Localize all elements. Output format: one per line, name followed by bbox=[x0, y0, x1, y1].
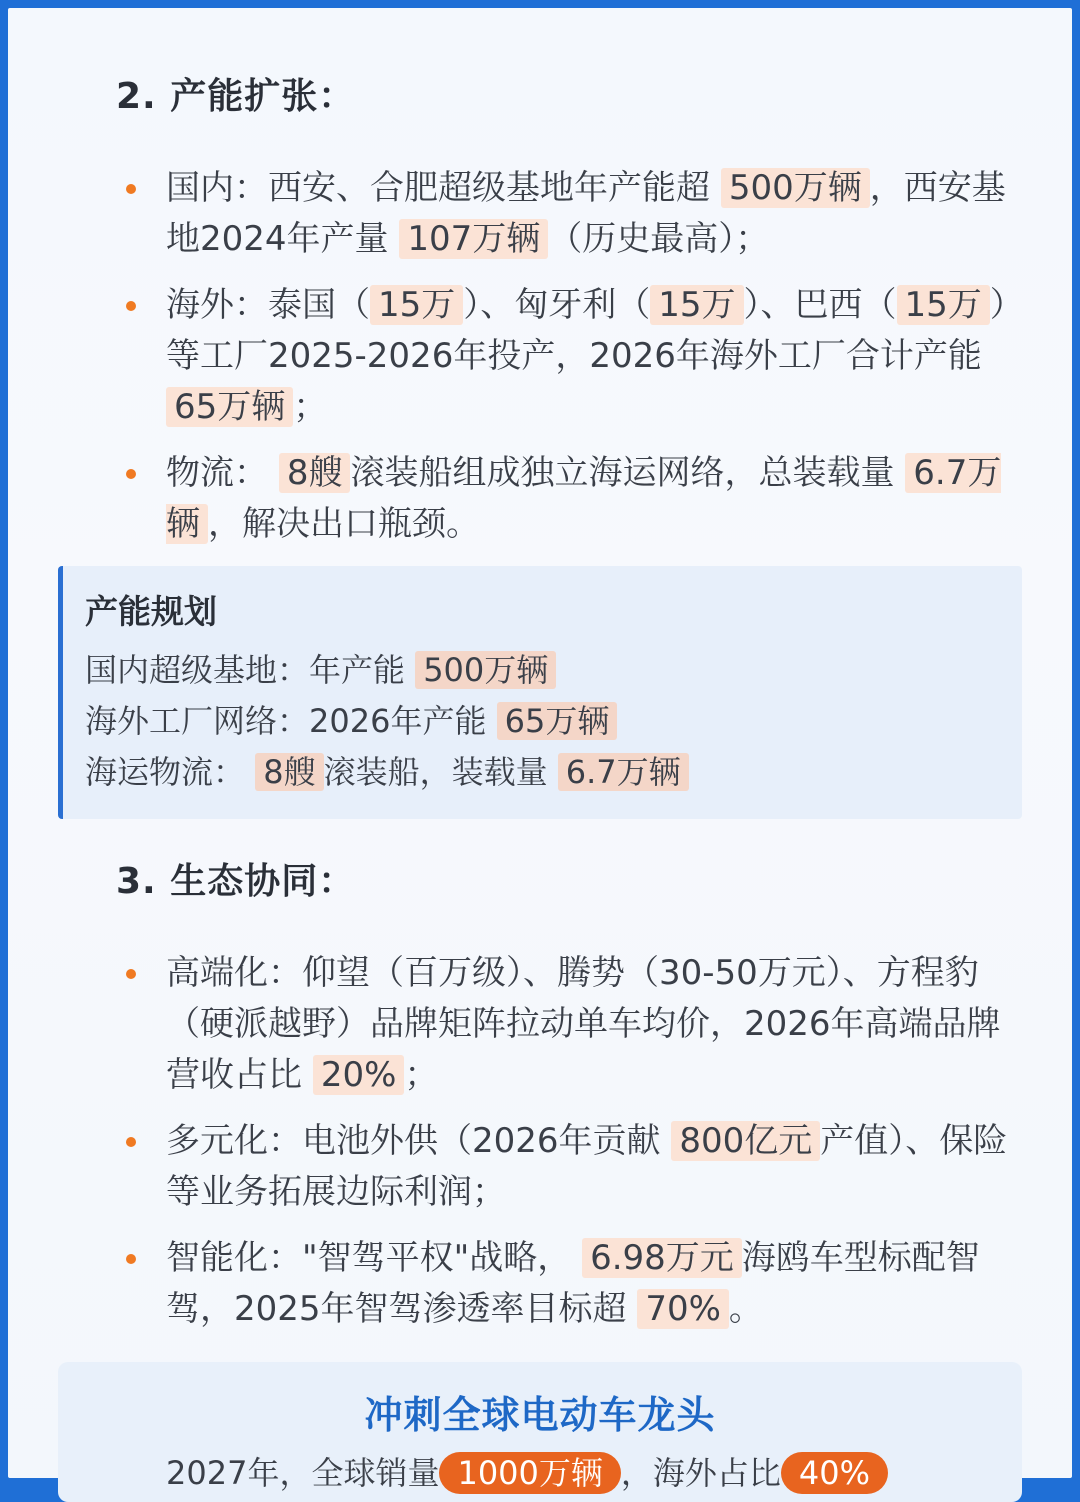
list-item: 物流： 8艘 滚装船组成独立海运网络，总装载量 6.7万辆 ，解决出口瓶颈。 bbox=[166, 448, 1026, 550]
highlight: 15万 bbox=[650, 285, 743, 325]
highlight: 8艘 bbox=[279, 453, 351, 493]
highlight: 65万辆 bbox=[166, 387, 293, 427]
box-row: 海外工厂网络：2026年产能 65万辆 bbox=[85, 697, 617, 745]
summary-title: 冲刺全球电动车龙头 bbox=[364, 1393, 716, 1437]
highlight: 6.7万辆 bbox=[558, 753, 689, 791]
highlight: 20% bbox=[313, 1055, 405, 1095]
ecosystem-list bbox=[166, 948, 1026, 1350]
highlight: 6.7万辆 bbox=[166, 453, 1002, 544]
highlight: 8艘 bbox=[255, 753, 323, 791]
pill-badge: 40% bbox=[781, 1452, 888, 1494]
section-heading: 3. 生态协同： bbox=[116, 861, 356, 902]
highlight: 500万辆 bbox=[721, 168, 870, 208]
content-card bbox=[8, 8, 1072, 1492]
list-item: 多元化：电池外供（2026年贡献 800亿元 产值）、保险等业务拓展边际利润； bbox=[166, 1116, 1026, 1218]
capacity-list bbox=[166, 163, 1026, 565]
highlight: 500万辆 bbox=[415, 651, 556, 689]
highlight: 15万 bbox=[897, 285, 990, 325]
list-item: 智能化："智驾平权"战略， 6.98万元 海鸥车型标配智驾，2025年智驾渗透率目标超 70% 。 bbox=[166, 1233, 1026, 1335]
box-title: 产能规划 bbox=[85, 592, 217, 631]
highlight: 6.98万元 bbox=[582, 1238, 742, 1278]
list-item: 海外：泰国（ 15万 ）、匈牙利（ 15万 ）、巴西（ 15万 ）等工厂2025-2026年投产，2026年海外工厂合计产能 65万辆 ； bbox=[166, 280, 1026, 433]
summary-box bbox=[58, 1362, 1022, 1502]
list-item: 国内：西安、合肥超级基地年产能超 500万辆 ，西安基地2024年产量 107万辆 （历史最高）； bbox=[166, 163, 1026, 265]
box-row: 国内超级基地：年产能 500万辆 bbox=[85, 646, 556, 694]
summary-line: 2027年，全球销量 1000万辆 ，海外占比 40% bbox=[166, 1448, 888, 1494]
highlight: 15万 bbox=[370, 285, 463, 325]
capacity-plan-box bbox=[58, 566, 1022, 819]
box-row: 海运物流： 8艘 滚装船，装载量 6.7万辆 bbox=[85, 748, 689, 796]
highlight: 800亿元 bbox=[671, 1121, 820, 1161]
pill-badge: 1000万辆 bbox=[439, 1452, 620, 1494]
list-item: 高端化：仰望（百万级）、腾势（30-50万元）、方程豹（硬派越野）品牌矩阵拉动单车均价，2026年高端品牌营收占比 20% ； bbox=[166, 948, 1026, 1101]
section-heading: 2. 产能扩张： bbox=[116, 76, 356, 117]
highlight: 70% bbox=[637, 1289, 729, 1329]
highlight: 107万辆 bbox=[399, 219, 548, 259]
highlight: 65万辆 bbox=[497, 702, 618, 740]
